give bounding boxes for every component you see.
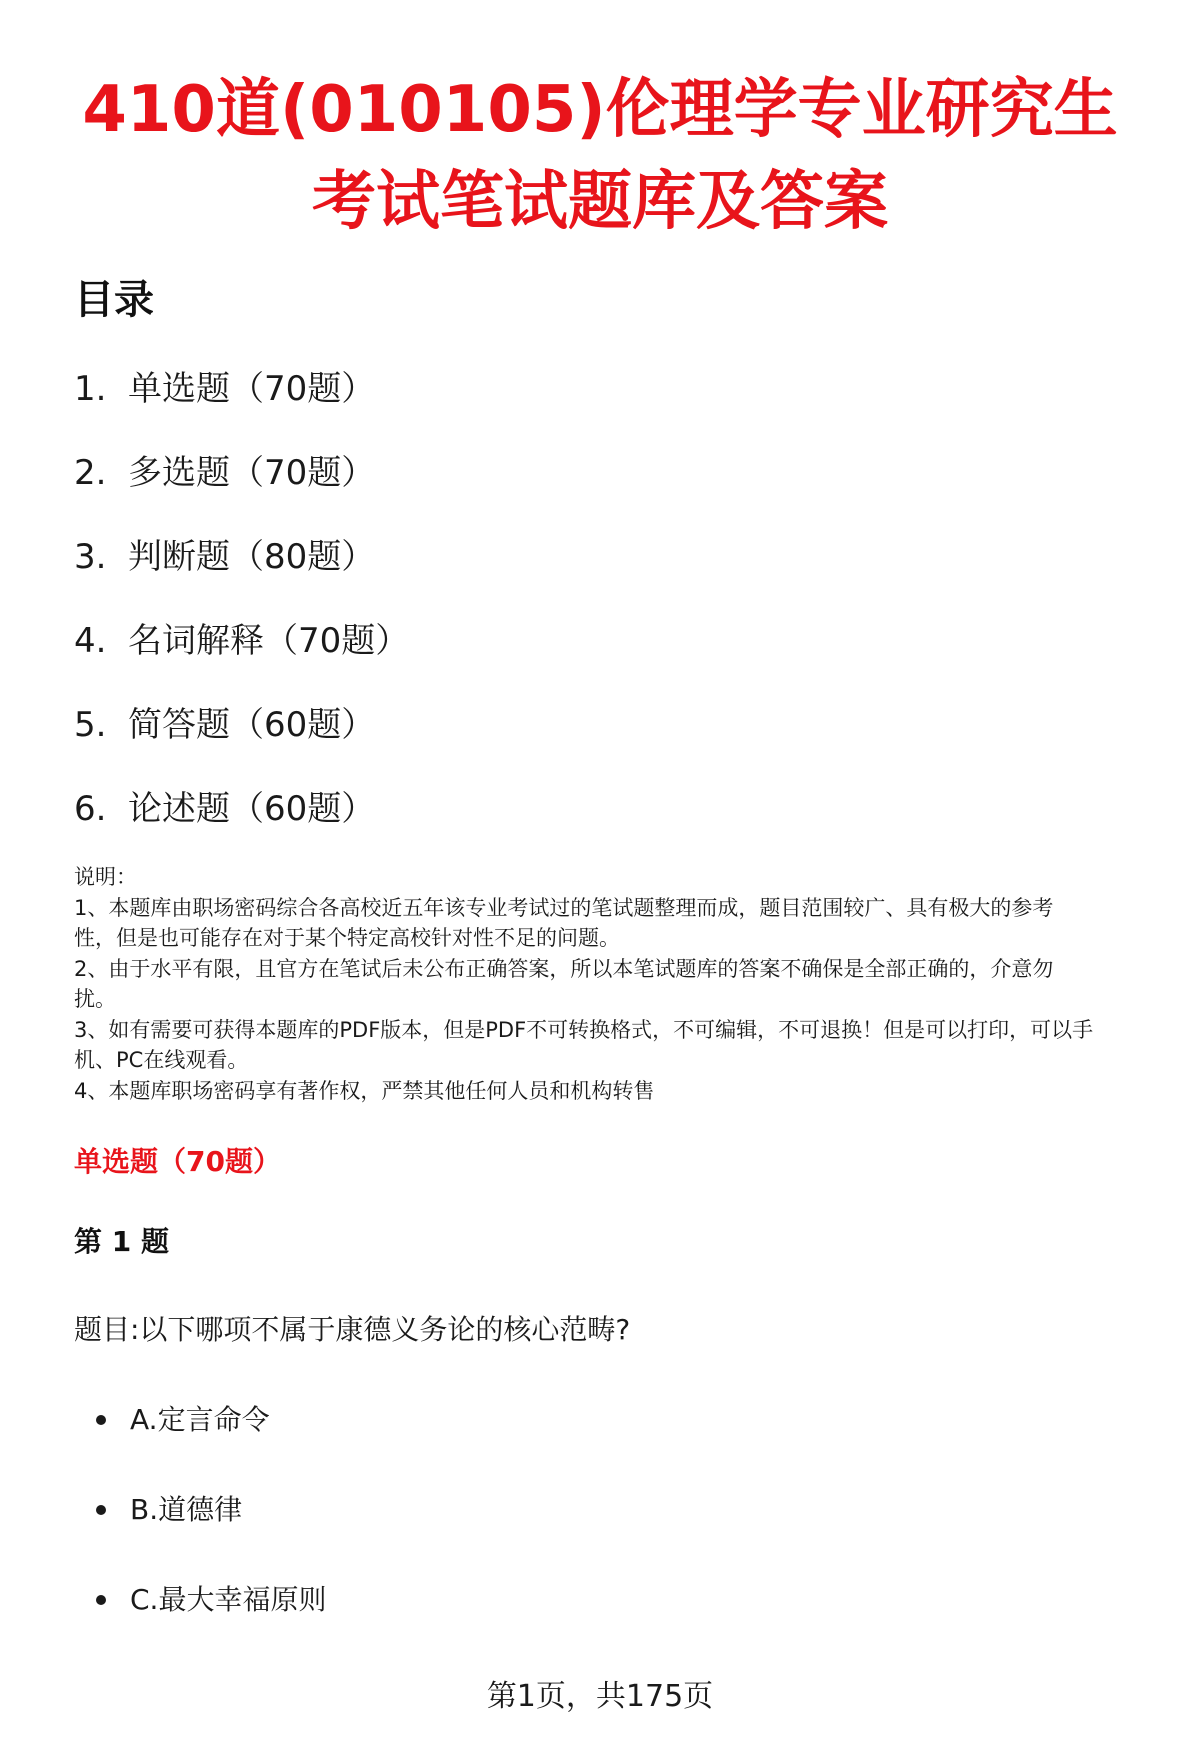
toc-item-label: 名词解释（70题） xyxy=(128,621,410,661)
document-title-line-2: 考试笔试题库及答案 xyxy=(312,165,888,239)
toc-heading: 目录 xyxy=(74,277,154,323)
notes-block xyxy=(74,862,1164,1106)
notes-line: 2、由于水平有限，且官方在笔试后未公布正确答案，所以本笔试题库的答案不确保是全部正确的，介意勿 xyxy=(74,956,1054,981)
toc-item-number: 1. xyxy=(74,369,107,409)
bullet-icon xyxy=(96,1415,106,1425)
page-footer: 第1页，共175页 xyxy=(486,1679,714,1714)
option-item xyxy=(96,1398,326,1488)
notes-line: 1、本题库由职场密码综合各高校近五年该专业考试过的笔试题整理而成，题目范围较广、具有极大的参考 xyxy=(74,895,1054,920)
toc-item-number: 2. xyxy=(74,453,107,493)
notes-line: 扰。 xyxy=(74,987,116,1011)
toc-item xyxy=(74,614,409,698)
bullet-icon xyxy=(96,1595,106,1605)
notes-line: 4、本题库职场密码享有著作权，严禁其他任何人员和机构转售 xyxy=(74,1078,655,1103)
notes-heading: 说明： xyxy=(74,865,137,889)
notes-line: 机、PC在线观看。 xyxy=(74,1048,249,1072)
option-text: A.定言命令 xyxy=(130,1403,270,1436)
option-text: C.最大幸福原则 xyxy=(130,1583,327,1616)
section-heading: 单选题（70题） xyxy=(74,1145,281,1178)
toc-item-label: 简答题（60题） xyxy=(128,705,376,745)
notes-line: 3、如有需要可获得本题库的PDF版本，但是PDF不可转换格式，不可编辑，不可退换！但是可以打印，可以手 xyxy=(74,1017,1094,1042)
notes-line: 性，但是也可能存在对于某个特定高校针对性不足的问题。 xyxy=(74,926,620,950)
toc-item-label: 多选题（70题） xyxy=(128,453,376,493)
toc-item xyxy=(74,446,409,530)
option-list xyxy=(96,1398,326,1668)
option-item xyxy=(96,1578,326,1668)
toc-item-number: 5. xyxy=(74,705,107,745)
toc-list xyxy=(74,362,409,866)
toc-item-number: 3. xyxy=(74,537,107,577)
toc-item xyxy=(74,530,409,614)
toc-item xyxy=(74,362,409,446)
toc-item-label: 单选题（70题） xyxy=(128,369,376,409)
question-stem: 题目:以下哪项不属于康德义务论的核心范畴? xyxy=(74,1313,631,1346)
option-text: B.道德律 xyxy=(130,1493,243,1526)
question-number: 第 1 题 xyxy=(74,1225,169,1258)
toc-item xyxy=(74,698,409,782)
toc-item-label: 论述题（60题） xyxy=(128,789,376,829)
toc-item-label: 判断题（80题） xyxy=(128,537,376,577)
toc-item-number: 4. xyxy=(74,621,107,661)
toc-item xyxy=(74,782,409,866)
toc-item-number: 6. xyxy=(74,789,107,829)
bullet-icon xyxy=(96,1505,106,1515)
option-item xyxy=(96,1488,326,1578)
document-title-line-1: 410道(010105)伦理学专业研究生 xyxy=(82,73,1118,147)
